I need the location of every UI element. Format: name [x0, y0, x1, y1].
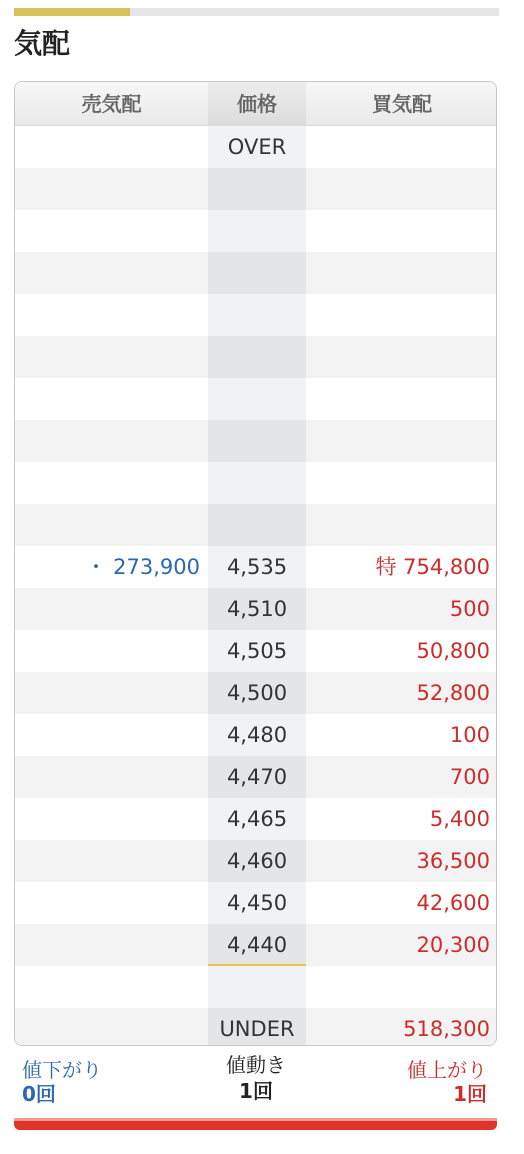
sell-quote-cell — [15, 294, 200, 336]
order-book-board — [14, 81, 497, 1046]
sell-quote-cell — [15, 588, 200, 630]
price-changes-count: 1回 — [239, 1079, 273, 1103]
sell-quote-cell — [15, 462, 200, 504]
price-cell: OVER — [227, 135, 287, 159]
price-changes — [207, 1052, 305, 1104]
price-cell — [208, 210, 306, 252]
order-book-row — [15, 336, 496, 378]
sell-quote-cell — [15, 1008, 200, 1046]
order-book-row — [15, 630, 496, 672]
loading-progress-bar — [14, 8, 499, 16]
price-cell — [208, 252, 306, 294]
buy-quote-cell: 特 754,800 — [375, 555, 490, 579]
price-changes-label: 値動き — [226, 1053, 286, 1077]
tick-counter — [14, 1048, 497, 1118]
order-book-row — [15, 504, 496, 546]
buy-quote-cell — [306, 294, 490, 336]
down-ticks — [22, 1058, 102, 1106]
order-book-row — [15, 714, 496, 756]
down-ticks-count: 0回 — [22, 1082, 56, 1106]
price-cell — [208, 336, 306, 378]
up-ticks-label: 値上がり — [407, 1058, 487, 1082]
sell-quote-cell — [15, 210, 200, 252]
up-ticks-count: 1回 — [453, 1082, 487, 1106]
order-book-row — [15, 840, 496, 882]
order-book-row — [15, 966, 496, 1008]
buy-quote-cell — [306, 966, 490, 1008]
header-sell-quote: 売気配 — [81, 92, 142, 116]
sell-quote-cell — [15, 798, 200, 840]
sell-quote-cell — [15, 672, 200, 714]
price-cell: 4,465 — [226, 807, 288, 831]
up-down-ratio-bar — [14, 1118, 497, 1130]
buy-quote-cell — [306, 210, 490, 252]
order-book-row — [15, 252, 496, 294]
price-cell — [208, 168, 306, 210]
order-book-row — [15, 546, 496, 588]
order-book-row — [15, 294, 496, 336]
buy-quote-cell: 20,300 — [416, 933, 490, 957]
buy-quote-cell: 52,800 — [416, 681, 490, 705]
sell-quote-cell — [15, 252, 200, 294]
buy-quote-cell — [306, 462, 490, 504]
sell-quote-cell: ・ 273,900 — [85, 555, 200, 579]
order-book-rows — [15, 126, 496, 1046]
buy-quote-cell: 36,500 — [416, 849, 490, 873]
buy-quote-cell — [306, 336, 490, 378]
sell-quote-cell — [15, 840, 200, 882]
order-book-row — [15, 378, 496, 420]
buy-quote-cell: 5,400 — [429, 807, 490, 831]
order-book-row — [15, 756, 496, 798]
sell-quote-cell — [15, 966, 200, 1008]
sell-quote-cell — [15, 924, 200, 966]
price-cell: 4,500 — [226, 681, 288, 705]
header-buy-quote: 買気配 — [372, 92, 432, 116]
buy-quote-cell — [306, 126, 490, 168]
buy-quote-cell: 50,800 — [416, 639, 490, 663]
price-cell: 4,450 — [226, 891, 288, 915]
sell-quote-cell — [15, 168, 200, 210]
up-ticks — [407, 1058, 487, 1106]
sell-quote-cell — [15, 336, 200, 378]
order-book-row — [15, 588, 496, 630]
order-book-row — [15, 420, 496, 462]
sell-quote-cell — [15, 378, 200, 420]
price-cell — [208, 462, 306, 504]
sell-quote-cell — [15, 756, 200, 798]
buy-quote-cell — [306, 504, 490, 546]
order-book-row — [15, 168, 496, 210]
order-book-row — [15, 672, 496, 714]
buy-quote-cell: 100 — [449, 723, 490, 747]
order-book-row — [15, 210, 496, 252]
price-cell — [208, 420, 306, 462]
header-price: 価格 — [208, 82, 306, 126]
buy-quote-cell — [306, 168, 490, 210]
progress-fill — [14, 8, 130, 16]
buy-quote-cell: 42,600 — [416, 891, 490, 915]
price-cell: 4,510 — [226, 597, 288, 621]
price-cell: UNDER — [219, 1017, 295, 1041]
sell-quote-cell — [15, 420, 200, 462]
price-cell: 4,480 — [226, 723, 288, 747]
sell-quote-cell — [15, 126, 200, 168]
price-cell: 4,460 — [226, 849, 288, 873]
board-header — [15, 82, 496, 126]
buy-quote-cell: 700 — [449, 765, 490, 789]
page-title: 気配 — [14, 27, 71, 60]
price-cell — [208, 966, 306, 1008]
order-book-row — [15, 882, 496, 924]
buy-quote-cell — [306, 420, 490, 462]
buy-quote-cell — [306, 252, 490, 294]
price-cell: 4,440 — [226, 933, 288, 957]
sell-quote-cell — [15, 882, 200, 924]
order-book-row — [15, 798, 496, 840]
order-book-row — [15, 462, 496, 504]
price-cell — [208, 504, 306, 546]
buy-quote-cell — [306, 378, 490, 420]
sell-quote-cell — [15, 630, 200, 672]
buy-quote-cell: 500 — [449, 597, 490, 621]
price-cell: 4,505 — [226, 639, 288, 663]
price-cell: 4,535 — [226, 555, 288, 579]
price-cell — [208, 378, 306, 420]
up-ratio-fill — [14, 1121, 497, 1130]
order-book-row — [15, 1008, 496, 1046]
sell-quote-cell — [15, 714, 200, 756]
down-ticks-label: 値下がり — [22, 1058, 102, 1082]
order-book-row — [15, 924, 496, 966]
buy-quote-cell: 518,300 — [403, 1017, 490, 1041]
sell-quote-cell — [15, 504, 200, 546]
price-cell: 4,470 — [226, 765, 288, 789]
price-cell — [208, 294, 306, 336]
order-book-row — [15, 126, 496, 168]
